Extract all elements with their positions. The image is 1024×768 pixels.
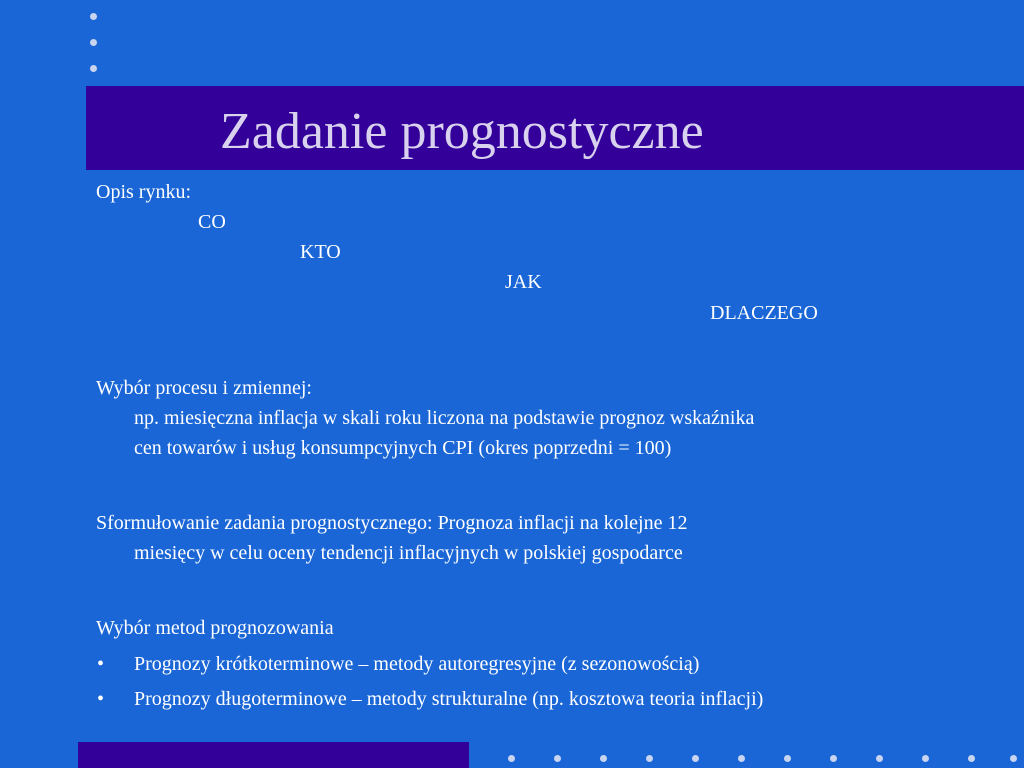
market-item-dlaczego: DLACZEGO bbox=[710, 302, 818, 324]
market-item-co: CO bbox=[198, 211, 226, 233]
decor-dot bbox=[692, 755, 699, 762]
formulation-line: miesięcy w celu oceny tendencji inflacyjnych w polskiej gospodarce bbox=[134, 542, 683, 564]
decor-dot bbox=[90, 65, 97, 72]
methods-bullet: Prognozy krótkoterminowe – metody autoregresyjne (z sezonowością) bbox=[134, 653, 700, 675]
bullet-icon: • bbox=[97, 688, 105, 710]
process-heading: Wybór procesu i zmiennej: bbox=[96, 377, 312, 399]
decor-dot bbox=[1010, 755, 1017, 762]
decor-dot bbox=[784, 755, 791, 762]
decor-dot bbox=[646, 755, 653, 762]
decor-dot bbox=[90, 13, 97, 20]
decor-dot bbox=[738, 755, 745, 762]
decor-dot bbox=[600, 755, 607, 762]
process-line: cen towarów i usług konsumpcyjnych CPI (okres poprzedni = 100) bbox=[134, 437, 672, 459]
slide-title: Zadanie prognostyczne bbox=[220, 103, 704, 160]
decor-dot bbox=[922, 755, 929, 762]
decor-dot bbox=[554, 755, 561, 762]
market-item-jak: JAK bbox=[505, 271, 542, 293]
methods-heading: Wybór metod prognozowania bbox=[96, 617, 334, 639]
methods-bullet: Prognozy długoterminowe – metody strukturalne (np. kosztowa teoria inflacji) bbox=[134, 688, 764, 710]
decor-dot bbox=[90, 39, 97, 46]
decor-dot bbox=[830, 755, 837, 762]
decor-dot bbox=[968, 755, 975, 762]
formulation-line: Sformułowanie zadania prognostycznego: Prognoza inflacji na kolejne 12 bbox=[96, 512, 688, 534]
bullet-icon: • bbox=[97, 653, 105, 675]
decor-dot bbox=[876, 755, 883, 762]
decor-dot bbox=[508, 755, 515, 762]
market-item-kto: KTO bbox=[300, 241, 341, 263]
market-heading: Opis rynku: bbox=[96, 181, 191, 203]
process-line: np. miesięczna inflacja w skali roku liczona na podstawie prognoz wskaźnika bbox=[134, 407, 755, 429]
bottom-band bbox=[78, 742, 469, 768]
